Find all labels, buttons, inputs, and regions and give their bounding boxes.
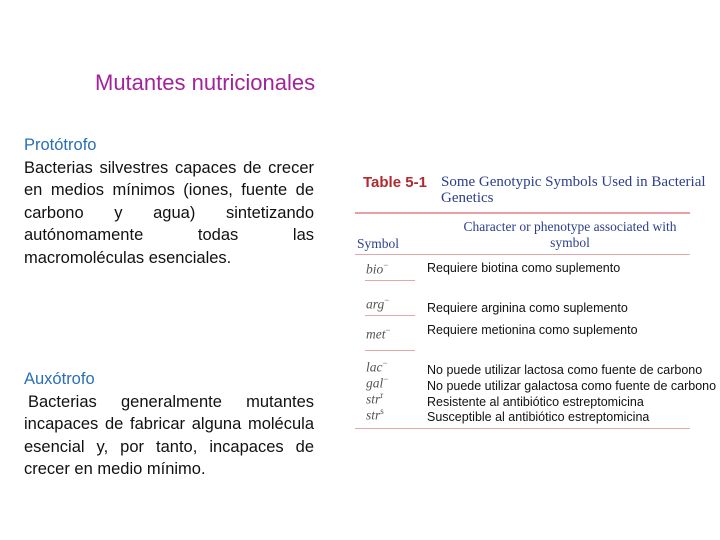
auxotrofo-heading: Auxótrofo	[24, 370, 95, 388]
table-bottom-rule	[355, 428, 690, 429]
row-description: Requiere metionina como suplemento	[427, 323, 638, 337]
table-caption: Some Genotypic Symbols Used in Bacterial Genetics	[441, 174, 706, 206]
table-label: Table 5-1	[363, 174, 427, 191]
prototrofo-section	[24, 134, 314, 270]
row-symbol: bio−	[366, 260, 389, 277]
table-header-rule	[355, 254, 690, 255]
row-rule	[365, 315, 415, 316]
row-symbol: gal−	[366, 374, 389, 391]
prototrofo-heading: Protótrofo	[24, 136, 97, 154]
page-title: Mutantes nutricionales	[95, 70, 316, 95]
genotypic-symbols-table	[355, 170, 720, 440]
row-symbol: arg−	[366, 295, 390, 312]
row-symbol: str$^r$	[366, 390, 384, 407]
column-header-symbol: Symbol	[357, 236, 400, 251]
row-rule	[365, 350, 415, 351]
auxotrofo-section	[24, 368, 314, 481]
column-header-character: Character or phenotype associated with symbol	[463, 219, 677, 250]
row-description: Requiere arginina como suplemento	[427, 301, 628, 315]
prototrofo-text: Bacterias silvestres capaces de crecer en medios mínimos (iones, fuente de carbono y agua) sintetizando autónomamente todas las macromoléculas esenciales.	[24, 158, 314, 267]
row-description: No puede utilizar galactosa como fuente de carbono	[427, 379, 717, 393]
table-top-rule	[355, 212, 690, 214]
row-symbol: str$^s$	[366, 406, 384, 423]
row-description: No puede utilizar lactosa como fuente de carbono	[427, 363, 703, 377]
row-symbol: lac−	[366, 358, 388, 375]
row-description: Requiere biotina como suplemento	[427, 261, 621, 275]
auxotrofo-text: Bacterias generalmente mutantes incapaces de fabricar alguna molécula esencial y, por tanto, incapaces de crecer en medio mínimo.	[24, 392, 314, 479]
row-symbol: met−	[366, 325, 391, 342]
row-rule	[365, 280, 415, 281]
row-description: Susceptible al antibiótico estreptomicina	[427, 410, 650, 424]
row-description: Resistente al antibiótico estreptomicina	[427, 395, 644, 409]
